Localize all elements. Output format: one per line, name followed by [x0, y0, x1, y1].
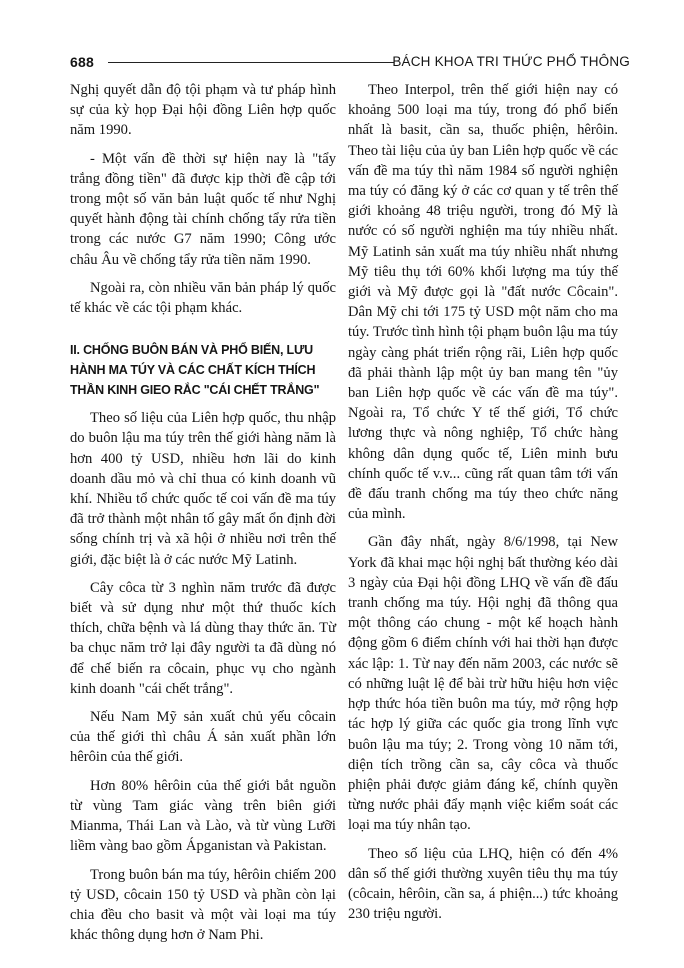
paragraph: Theo số liệu của Liên hợp quốc, thu nhập do buôn lậu ma túy trên thế giới hàng năm là hơn 400 tỷ USD, nhiều hơn lãi do kinh doanh dầu mỏ và chỉ thua có kinh doanh vũ khí. Nhiều tổ chức quốc tế coi vấn đề ma túy đã trở thành một nhân tố gây mất ổn định đời sống chính trị và xã hội ở nhiều nơi trên thế giới, đặc biệt là ở các nước Mỹ Latinh.: [70, 410, 336, 568]
paragraph: - Một vấn đề thời sự hiện nay là "tẩy trắng đồng tiền" đã được kịp thời đề cập tới trong một số văn bản luật quốc tế như Nghị quyết hành động tài chính chống tẩy rửa tiền trong các nước G7 năm 1990; Công ước châu Âu về chống tẩy rửa tiền năm 1990.: [70, 150, 336, 268]
right-column: [348, 80, 618, 932]
paragraph: Ngoài ra, còn nhiều văn bản pháp lý quốc tế khác về các tội phạm khác.: [70, 279, 336, 317]
paragraph: Theo Interpol, trên thế giới hiện nay có khoảng 500 loại ma túy, trong đó phổ biến nhất là basit, cần sa, thuốc phiện, hêrôin. Theo tài liệu của ủy ban Liên hợp quốc về các vấn đề ma túy thì năm 1984 số người nghiện ma túy có đăng ký ở các cơ quan y tế trên thế giới khoảng 48 triệu người, trong đó Mỹ là nước có số người nghiện ma túy nhiều nhất. Mỹ Latinh sản xuất ma túy nhiều nhất nhưng Mỹ tiêu thụ tới 60% khối lượng ma túy thế giới và Mỹ được gọi là "đất nước Côcain". Dân Mỹ chi tới 175 tỷ USD một năm cho ma túy. Trước tình hình tội phạm buôn lậu ma túy ngày càng phát triển rộng rãi, Liên hợp quốc đã phải thành lập một ủy ban mang tên "ủy ban Liên hợp quốc về các vấn đề ma túy". Ngoài ra, Tổ chức Y tế thế giới, Tổ chức lương thực và nông nghiệp, Tổ chức hàng không dân dụng quốc tế, Liên minh bưu chính quốc tế v.v... cũng rất quan tâm tới vấn đề đấu tranh chống ma túy theo chức năng của mình.: [348, 82, 618, 523]
page-number: 688: [70, 54, 94, 70]
left-column: [70, 80, 336, 953]
paragraph: Nghị quyết dẫn độ tội phạm và tư pháp hình sự của kỳ họp Đại hội đồng Liên hợp quốc năm 1990.: [70, 82, 336, 139]
paragraph: Trong buôn bán ma túy, hêrôin chiếm 200 tỷ USD, côcain 150 tỷ USD và phần còn lại chia đều cho basit và một vài loại ma túy khác thông dụng hơn ở Nam Phi.: [70, 866, 336, 944]
page-header: [70, 52, 630, 76]
paragraph: Hơn 80% hêrôin của thế giới bắt nguồn từ vùng Tam giác vàng trên biên giới Mianma, Thái Lan và Lào, và từ vùng Lưỡi liềm vàng bao gồm Ápganistan và Pakistan.: [70, 777, 336, 855]
paragraph: Cây côca từ 3 nghìn năm trước đã được biết và sử dụng như một thứ thuốc kích thích, chữa bệnh và lá dùng thay thức ăn. Từ ba chục năm trở lại đây người ta đã dùng nó để chế biến ra côcain, phục vụ cho ngành kinh doanh "cái chết trắng".: [70, 579, 336, 697]
section-heading: II. CHỐNG BUÔN BÁN VÀ PHỔ BIẾN, LƯU HÀNH MA TÚY VÀ CÁC CHẤT KÍCH THÍCH THẦN KINH GIEO RẮC "CÁI CHẾT TRẮNG": [70, 343, 320, 398]
running-title: BÁCH KHOA TRI THỨC PHỔ THÔNG: [392, 54, 630, 69]
paragraph: Nếu Nam Mỹ sản xuất chủ yếu côcain của thế giới thì châu Á sản xuất phần lớn hêrôin của thế giới.: [70, 709, 336, 766]
paragraph: Theo số liệu của LHQ, hiện có đến 4% dân số thế giới thường xuyên tiêu thụ ma túy (côcain, hêrôin, cần sa, á phiện...) tức khoảng 230 triệu người.: [348, 845, 618, 923]
header-rule: [108, 62, 394, 63]
paragraph: Gần đây nhất, ngày 8/6/1998, tại New York đã khai mạc hội nghị bất thường kéo dài 3 ngày của Đại hội đồng LHQ về vấn đề đấu tranh chống ma túy. Hội nghị đã thông qua một thông cáo chung - một kế hoạch hành động gồm 6 điểm chính với hai thời hạn được xác lập: 1. Từ nay đến năm 2003, các nước sẽ có những luật lệ để bài trừ hữu hiệu hơn việc hợp thức hóa tiền buôn ma túy, mở rộng hợp tác hợp lý giữa các quốc gia trong lĩnh vực buôn lậu ma túy; 2. Trong vòng 10 năm tới, diện tích trồng cần sa, cây côca và thuốc phiện phải được giảm đáng kể, chính quyền từng nước phải đẩy mạnh việc kiểm soát các loại ma túy nhân tạo.: [348, 534, 618, 834]
